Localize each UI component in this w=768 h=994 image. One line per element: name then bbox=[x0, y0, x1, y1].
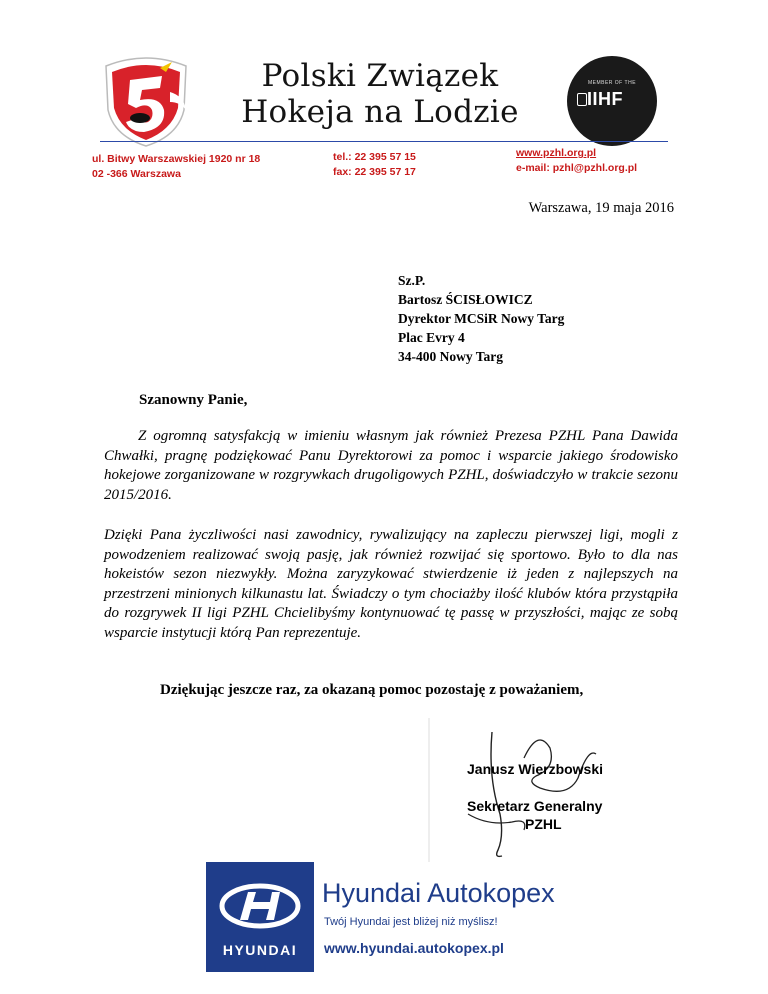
fax-number: fax: 22 395 57 17 bbox=[333, 166, 416, 178]
recipient-line: Sz.P. bbox=[398, 273, 426, 288]
hyundai-wordmark: HYUNDAI bbox=[222, 942, 298, 958]
web-block bbox=[516, 146, 637, 176]
recipient-block bbox=[398, 271, 564, 366]
signatory-organization: PZHL bbox=[525, 816, 562, 832]
recipient-line: Dyrektor MCSiR Nowy Targ bbox=[398, 311, 565, 326]
iihf-emblem-icon bbox=[577, 93, 587, 106]
website-link[interactable]: www.pzhl.org.pl bbox=[516, 147, 597, 159]
pzhl-logo bbox=[100, 52, 192, 148]
iihf-member-badge bbox=[567, 56, 657, 146]
letter-date: Warszawa, 19 maja 2016 bbox=[528, 200, 674, 216]
iihf-member-label: MEMBER OF THE bbox=[587, 80, 637, 86]
header-divider bbox=[100, 141, 668, 142]
organization-name bbox=[215, 58, 545, 130]
address-line2: 02 -366 Warszawa bbox=[92, 168, 181, 180]
sponsor-url[interactable]: www.hyundai.autokopex.pl bbox=[324, 940, 504, 956]
sponsor-banner bbox=[206, 862, 555, 972]
recipient-line: Plac Evry 4 bbox=[398, 330, 465, 345]
email-address: e-mail: pzhl@pzhl.org.pl bbox=[516, 162, 638, 174]
signatory-name: Janusz Wierzbowski bbox=[467, 761, 604, 777]
organization-name-line1: Polski Związek bbox=[261, 58, 499, 94]
address-block bbox=[92, 152, 260, 182]
phone-block bbox=[333, 150, 416, 180]
body-paragraph-1: Z ogromną satysfakcją w imieniu własnym jak również Prezesa PZHL Pana Dawida Chwałki, pragnę podziękować Panu Dyrektorowi za pomoc i wsparcie jakiego środowisko hokejowe zorganizowane w rozgrywkach drugoligowych PZHL, doświadczyło w trakcie sezonu 2015/2016. bbox=[104, 428, 678, 503]
address-line1: ul. Bitwy Warszawskiej 1920 nr 18 bbox=[92, 153, 261, 165]
greeting: Szanowny Panie, bbox=[139, 392, 248, 408]
hyundai-logo-panel bbox=[206, 862, 314, 972]
closing-line: Dziękując jeszcze raz, za okazaną pomoc pozostaję z poważaniem, bbox=[160, 682, 584, 698]
sponsor-name: Hyundai Autokopex bbox=[322, 878, 555, 908]
iihf-label: IIHF bbox=[587, 89, 623, 109]
body-paragraph-2: Dzięki Pana życzliwości nasi zawodnicy, rywalizujący na zapleczu pierwszej ligi, mogli z powodzeniem realizować swoją pasję, jak również rozwijać się sportowo. Było to dla nas hokeistów sezon niezwykły. Można zaryzykować stwierdzenie iż jeden z najlepszych na przestrzeni minionych kilkunastu lat. Świadczy o tym chociażby ilość klubów która przystąpiła do rozgrywek II ligi PZHL Chcielibyśmy kontynuować tę passę w przyszłości, mając ze sobą wsparcie instytucji którą Pan reprezentuje. bbox=[104, 527, 678, 641]
signature-block bbox=[428, 718, 650, 864]
recipient-line: Bartosz ŚCISŁOWICZ bbox=[398, 292, 533, 307]
signatory-title: Sekretarz Generalny bbox=[467, 798, 603, 814]
handwritten-signature-icon bbox=[428, 718, 650, 864]
sponsor-tagline: Twój Hyundai jest bliżej niż myślisz! bbox=[324, 916, 498, 928]
hyundai-logo-icon bbox=[218, 882, 302, 930]
recipient-line: 34-400 Nowy Targ bbox=[398, 349, 504, 364]
phone-number: tel.: 22 395 57 15 bbox=[333, 151, 416, 163]
organization-name-line2: Hokeja na Lodzie bbox=[241, 94, 519, 130]
